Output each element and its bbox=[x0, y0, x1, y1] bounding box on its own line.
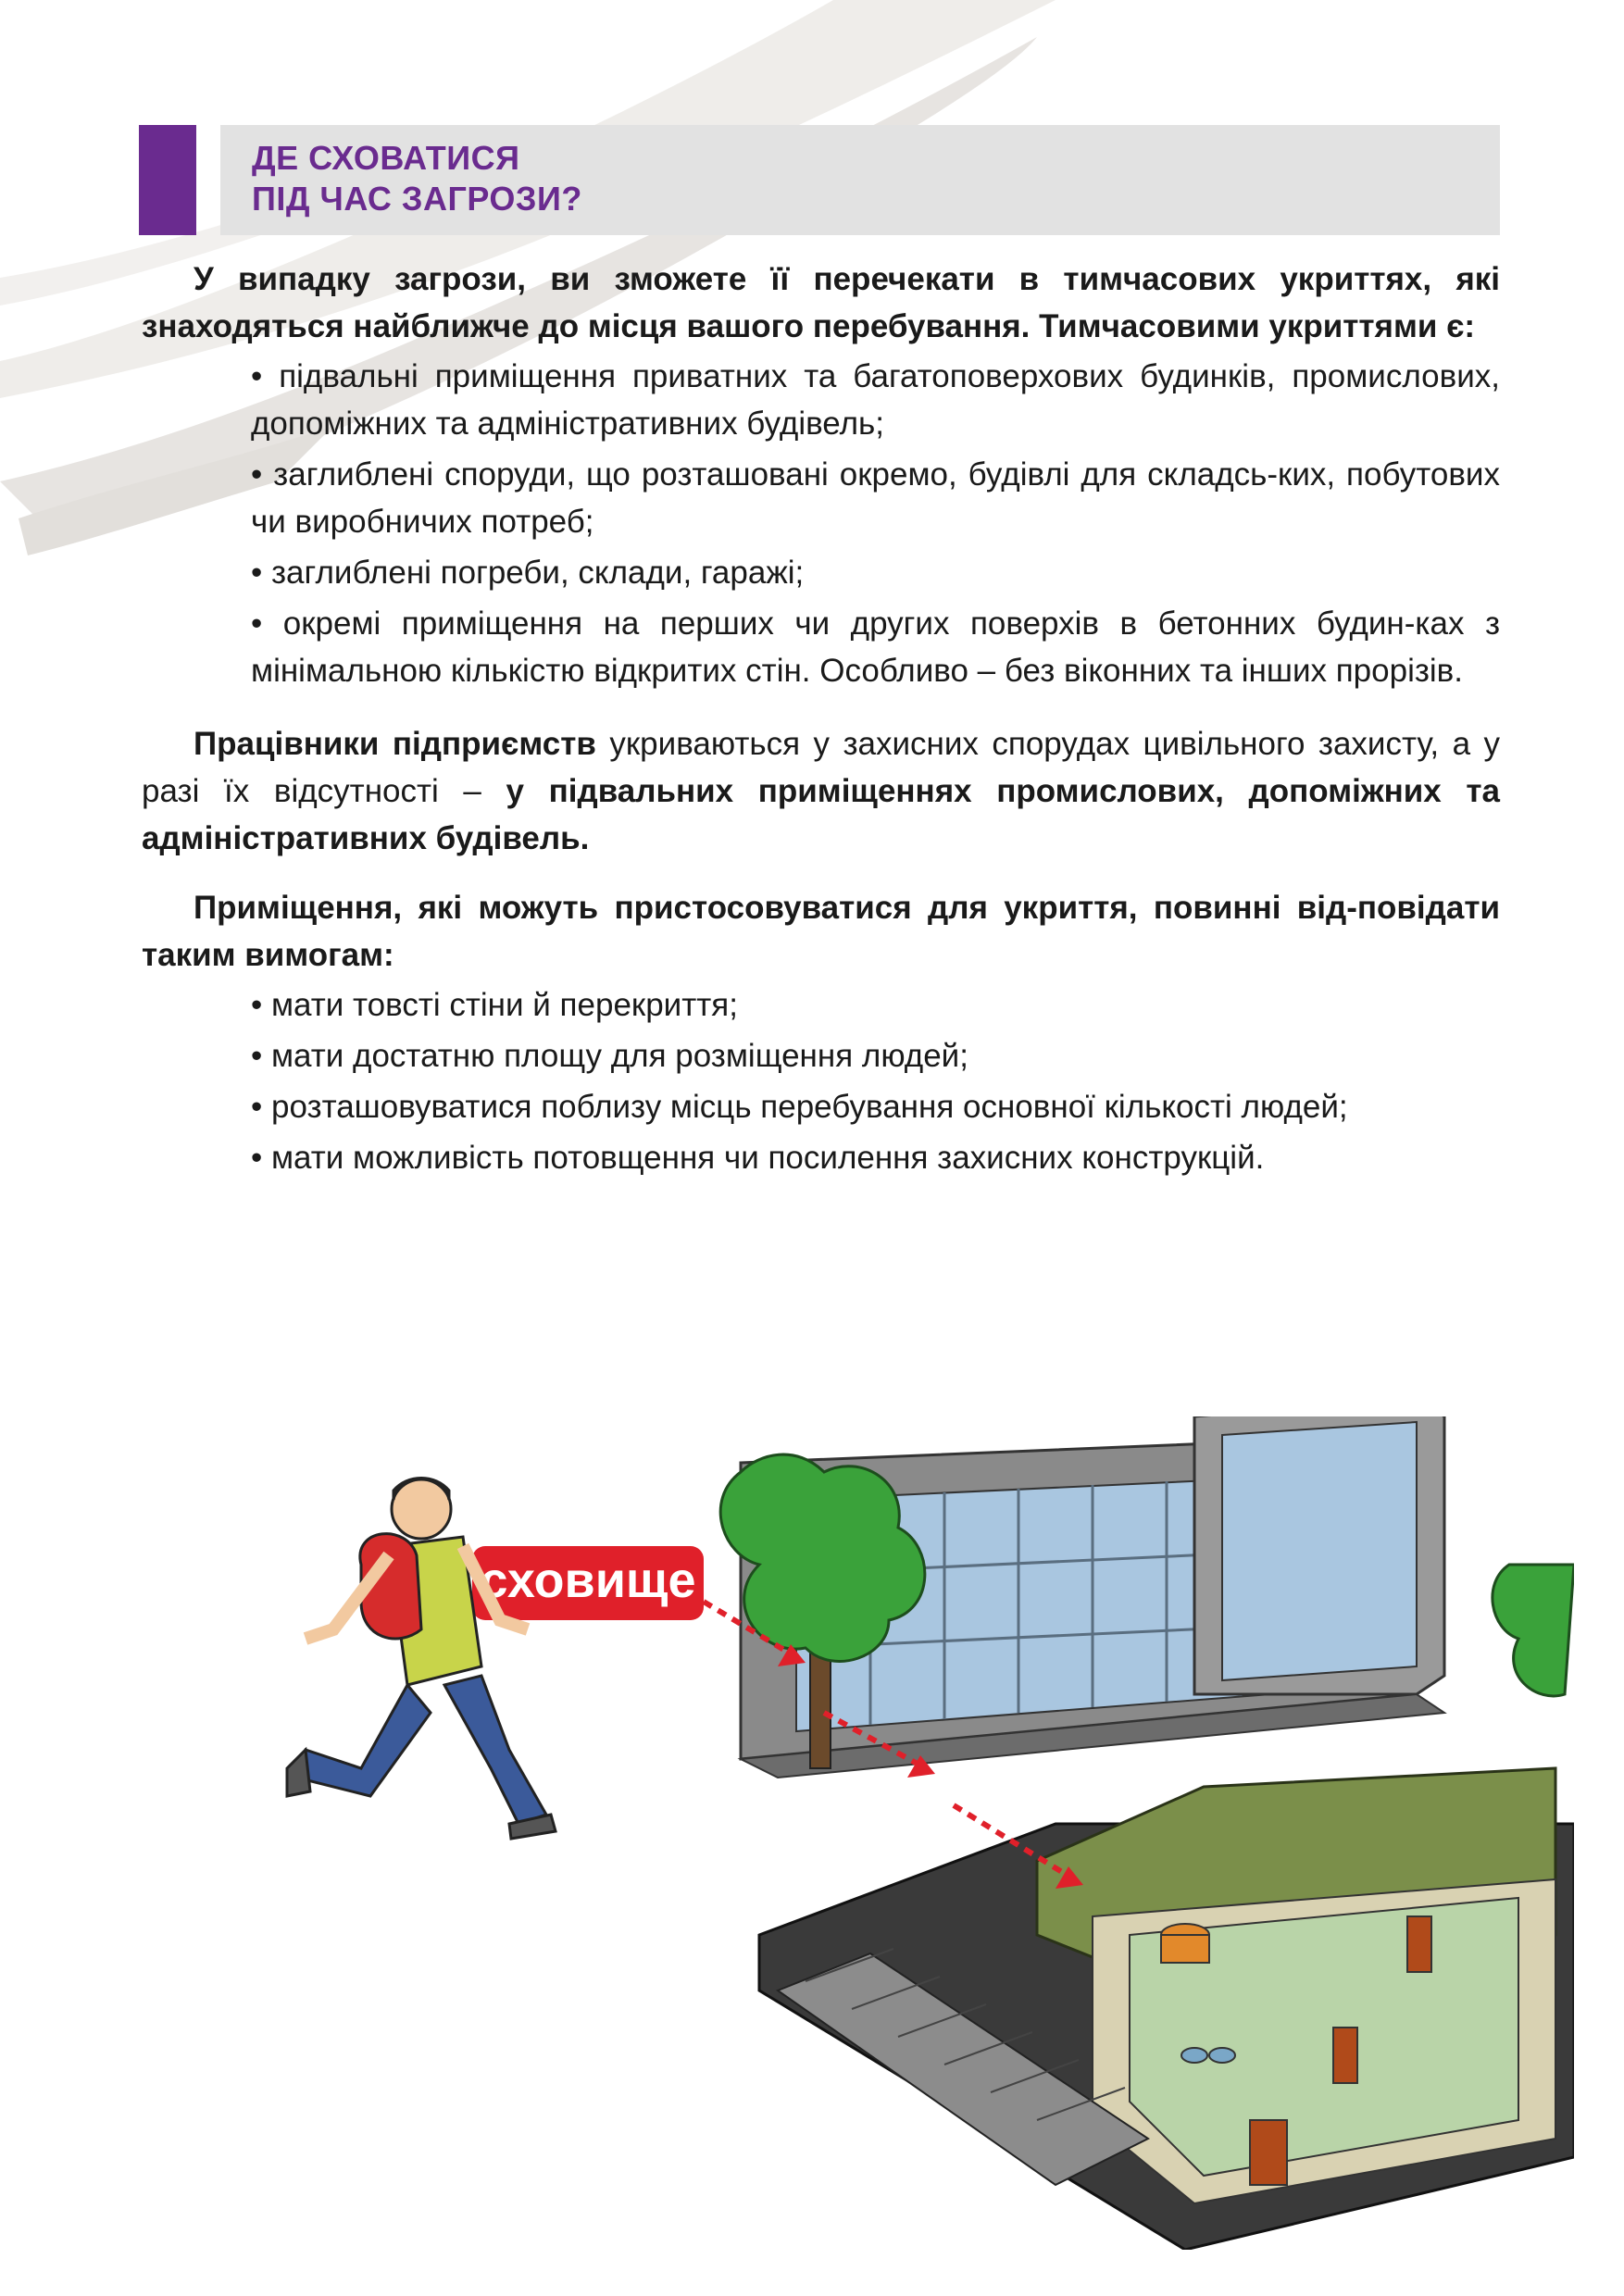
workers-paragraph bbox=[142, 720, 1500, 862]
requirements-intro: Приміщення, які можуть пристосовуватися для укриття, повинні від-повідати таким вимогам: bbox=[142, 890, 1500, 973]
header-accent-bar bbox=[139, 125, 196, 235]
requirements-list bbox=[142, 981, 1500, 1181]
intro-paragraph bbox=[142, 256, 1500, 350]
page-title bbox=[252, 138, 582, 219]
running-person-icon bbox=[287, 1479, 556, 1840]
title-line-2: ПІД ЧАС ЗАГРОЗИ? bbox=[252, 180, 582, 218]
requirements-paragraph bbox=[142, 884, 1500, 979]
list-item: • окремі приміщення на перших чи других поверхів в бетонних будин-ках з мінімальною кількістю відкритих стін. Особливо – без віконних та інших прорізів. bbox=[251, 605, 1500, 689]
title-line-1: ДЕ СХОВАТИСЯ bbox=[252, 139, 520, 177]
main-content bbox=[142, 256, 1500, 1185]
section-header bbox=[139, 125, 1500, 235]
list-item: • підвальні приміщення приватних та багатоповерхових будинків, промислових, допоміжних та адміністративних будівель; bbox=[251, 358, 1500, 442]
list-item: • розташовуватися поблизу місць перебування основної кількості людей; bbox=[251, 1089, 1348, 1125]
list-item: • мати товсті стіни й перекриття; bbox=[251, 987, 738, 1023]
shelter-label: сховище bbox=[480, 1553, 696, 1608]
intro-text: У випадку загрози, ви зможете її перечекати в тимчасових укриттях, які знаходяться найближче до місця вашого перебування. Тимчасовими укриттями є: bbox=[142, 261, 1500, 344]
shelter-list bbox=[142, 353, 1500, 694]
shelter-label-badge bbox=[472, 1546, 704, 1620]
shelter-illustration bbox=[222, 1416, 1574, 2250]
tree-icon bbox=[1493, 1565, 1574, 1696]
list-item: • заглиблені погреби, склади, гаражі; bbox=[251, 555, 805, 591]
list-item: • мати достатню площу для розміщення людей; bbox=[251, 1038, 968, 1074]
list-item: • заглиблені споруди, що розташовані окремо, будівлі для складсь-ких, побутових чи виробничих потреб; bbox=[251, 456, 1500, 540]
workers-bold-1: Працівники підприємств bbox=[194, 726, 596, 762]
list-item: • мати можливість потовщення чи посилення захисних конструкцій. bbox=[251, 1140, 1265, 1176]
workers-normal: укриваються у захисних спорудах цивільного захисту, а у разі їх відсутності – bbox=[142, 726, 1500, 809]
workers-bold-2: у підвальних приміщеннях промислових, допоміжних та адміністративних будівель. bbox=[142, 773, 1500, 856]
